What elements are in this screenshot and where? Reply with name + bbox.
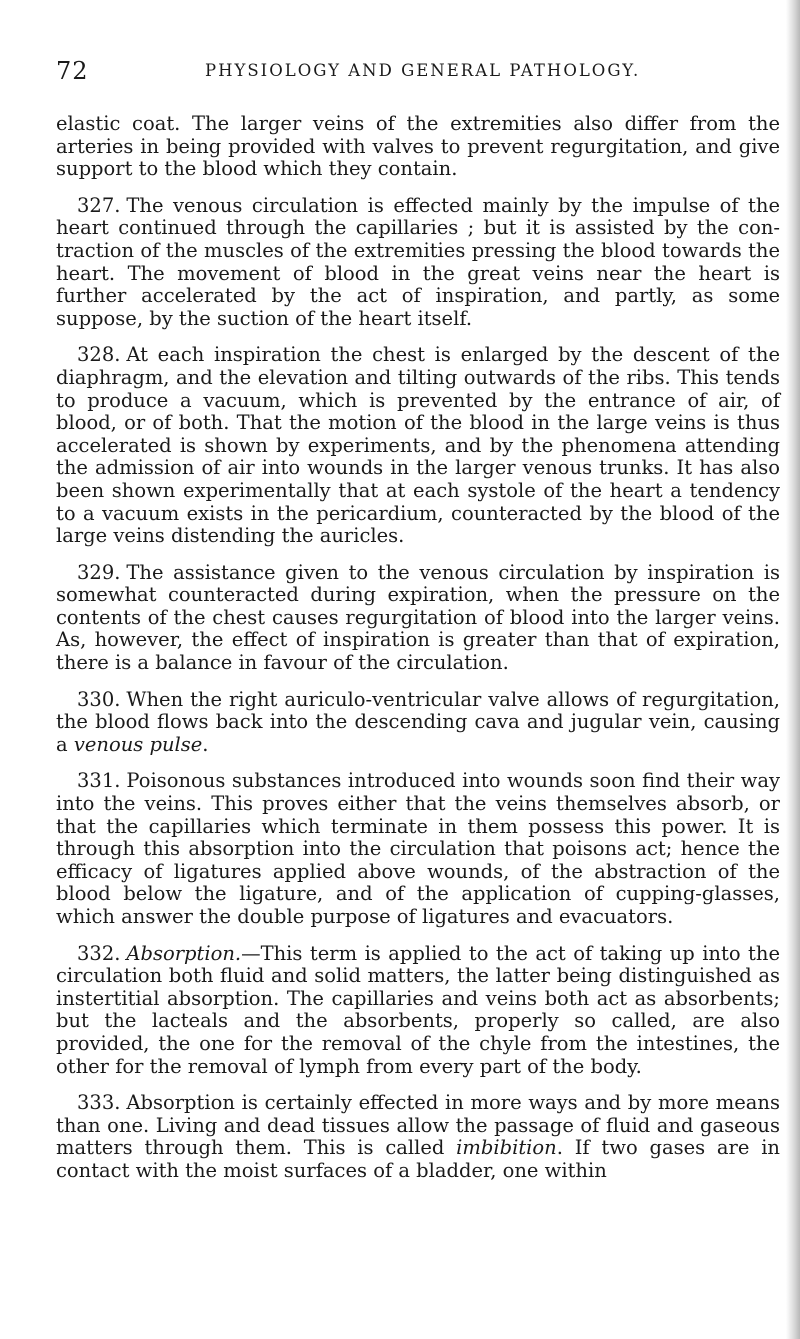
paragraph-number: 331. xyxy=(77,769,121,793)
paragraph-number: 329. xyxy=(77,560,121,584)
paragraph-text: The venous circulation is effected mainly by the impulse of the heart continued through the capillaries ; but it is assisted by the contraction of the muscles of the extremities pressing the blood towards the heart. The movement of blood in the great veins near the heart is further accelerated by the act of inspiration, and partly, as some suppose, by the suction of the heart itself. xyxy=(56,193,780,330)
paragraph-332 xyxy=(56,943,780,1079)
paragraph-number: 330. xyxy=(77,687,121,711)
body-text xyxy=(56,113,780,1197)
paragraph-number: 333. xyxy=(77,1091,121,1115)
paragraph-text: The assistance given to the venous circulation by inspiration is somewhat counteracted during expiration, when the pressure on the contents of the chest causes regurgitation of blood into the larger veins. As, however, the effect of inspiration is greater than that of expiration, there is a balance in favour of the circulation. xyxy=(56,560,780,675)
paragraph-number: 332. xyxy=(77,941,121,965)
paragraph-text: Poisonous substances introduced into wounds soon find their way into the veins. This proves either that the veins themselves absorb, or that the capillaries which terminate in them possess this power. It is through this absorption into the circulation that poisons act; hence the efficacy of ligatures applied above wounds, of the abstraction of the blood below the ligature, and of the application of cupping-glasses, which answer the double purpose of ligatures and evacuators. xyxy=(56,769,780,928)
paragraph-333 xyxy=(56,1092,780,1182)
italic-term: imbibition xyxy=(456,1136,557,1160)
page-edge-shadow xyxy=(786,0,800,1339)
paragraph-text: elastic coat. The larger veins of the extremities also differ from the arteries in being provided with valves to prevent regurgitation, and give support to the blood which they contain. xyxy=(56,112,780,181)
paragraph-tail: . If two gases are in contact with the moist surfaces of a bladder, one within xyxy=(56,1136,780,1182)
paragraph-number: 327. xyxy=(77,193,121,217)
page-header xyxy=(56,56,736,86)
paragraph-text: At each inspiration the chest is enlarged by the descent of the diaphragm, and the elevation and tilting outwards of the ribs. This tends to produce a vacuum, which is prevented by the entrance of air, of blood, or of both. That the motion of the blood in the large veins is thus accelerated is shown by experiments, and by the phenomena attending the admission of air into wounds in the larger venous trunks. It has also been shown experimentally that at each systole of the heart a tendency to a vacuum exists in the pericardium, counteracted by the blood of the large veins distending the auricles. xyxy=(56,343,780,548)
italic-heading: Absorption. xyxy=(126,941,242,965)
page-number: 72 xyxy=(56,57,89,85)
paragraph-text: When the right auriculo-ventricular valve allows of regurgitation, the blood flows back into the descending cava and jugular vein, causing a xyxy=(56,687,780,756)
paragraph-text: —This term is applied to the act of taking up into the circulation both fluid and solid matters, the latter being distinguished as instertitial absorption. The capillaries and veins both act as absorbents; but the lacteals and the absorbents, properly so called, are also provided, the one for the removal of the chyle from the intestines, the other for the removal of lymph from every part of the body. xyxy=(56,941,780,1078)
paragraph-331 xyxy=(56,770,780,928)
running-head: PHYSIOLOGY AND GENERAL PATHOLOGY. xyxy=(205,61,641,80)
italic-term: venous pulse xyxy=(73,732,203,756)
paragraph-328 xyxy=(56,344,780,547)
paragraph-text: Absorption is certainly effected in more ways and by more means than one. Living and dead tissues allow the passage of fluid and gaseous matters through them. This is called xyxy=(56,1091,780,1160)
paragraph-330 xyxy=(56,689,780,757)
paragraph-329 xyxy=(56,562,780,675)
paragraph-number: 328. xyxy=(77,343,121,367)
paragraph-continued xyxy=(56,113,780,181)
paragraph-tail: . xyxy=(202,732,209,756)
paragraph-327 xyxy=(56,195,780,331)
